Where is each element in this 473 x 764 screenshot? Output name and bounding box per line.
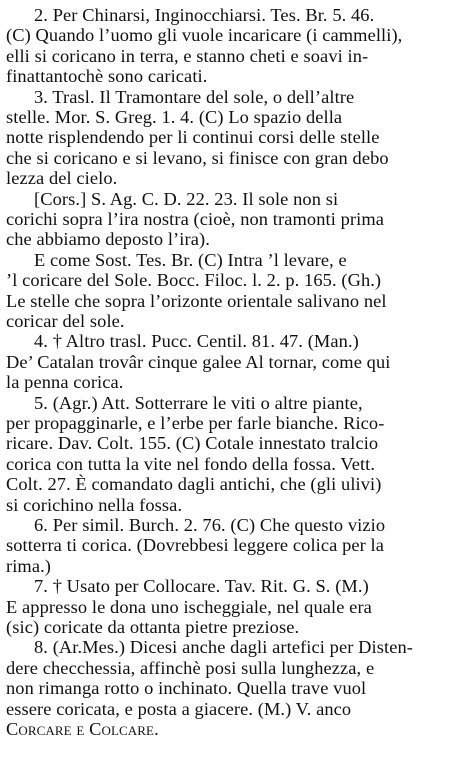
text-line: notte risplendendo per li continui corsi delle stelle bbox=[6, 127, 380, 148]
text-line: 3. Trasl. Il Tramontare del sole, o dell’altre bbox=[34, 86, 355, 107]
text-line: stelle. Mor. S. Greg. 1. 4. (C) Lo spazio della bbox=[6, 107, 343, 127]
text-line: finattantochè sono caricati. bbox=[6, 66, 208, 87]
text-line: Corcare e Colcare. bbox=[6, 719, 159, 739]
text-line: corichi sopra l’ira nostra (cioè, non tramonti prima bbox=[6, 209, 384, 229]
text-line: per propagginarle, e l’erbe per farle bianche. Rico- bbox=[6, 413, 385, 433]
text-line: (sic) coricate da ottanta pietre preziose. bbox=[6, 617, 300, 637]
text-line: essere coricata, e posta a giacere. (M.) V. anco bbox=[6, 698, 352, 719]
text-line: E appresso le dona uno ischeggiale, nel quale era bbox=[6, 596, 372, 617]
text-line: (C) Quando l’uomo gli vuole incaricare (i cammelli), bbox=[6, 25, 403, 46]
text-line: 5. (Agr.) Att. Sotterrare le viti o altre piante, bbox=[34, 392, 363, 413]
text-line: Colt. 27. È comandato dagli antichi, che (gli ulivi) bbox=[6, 474, 382, 495]
text-line: che abbiamo deposto l’ira). bbox=[6, 229, 210, 250]
text-line: 6. Per simil. Burch. 2. 76. (C) Che questo vizio bbox=[34, 515, 386, 535]
text-line: De’ Catalan trovâr cinque galee Al tornar, come qui bbox=[6, 351, 391, 372]
text-line: 7. † Usato per Collocare. Tav. Rit. G. S. (M.) bbox=[34, 576, 369, 597]
text-line: ricare. Dav. Colt. 155. (C) Cotale innestato tralcio bbox=[6, 433, 379, 454]
text-line: [Cors.] S. Ag. C. D. 22. 23. Il sole non si bbox=[34, 188, 339, 209]
text-line: lezza del cielo. bbox=[6, 168, 118, 189]
text-line: E come Sost. Tes. Br. (C) Intra ’l levare, e bbox=[34, 249, 347, 270]
text-line: rima.) bbox=[6, 555, 52, 576]
text-line: la penna corica. bbox=[6, 372, 124, 393]
text-line: dere checchessia, affinchè posi sulla lunghezza, e bbox=[6, 657, 375, 678]
text-line: 2. Per Chinarsi, Inginocchiarsi. Tes. Br. 5. 46. bbox=[34, 5, 375, 25]
text-line: si corichino nella fossa. bbox=[6, 494, 183, 515]
text-line: sotterra ti corica. (Dovrebbesi leggere colica per la bbox=[6, 535, 385, 556]
text-line: Le stelle che sopra l’orizonte orientale salivano nel bbox=[6, 290, 387, 311]
text-line: corica con tutta la vite nel fondo della fossa. Vett. bbox=[6, 453, 376, 474]
text-line: 4. † Altro trasl. Pucc. Centil. 81. 47. (Man.) bbox=[34, 331, 359, 352]
text-line: 8. (Ar.Mes.) Dicesi anche dagli artefici per Disten- bbox=[34, 637, 414, 658]
text-line: che si coricano e si levano, si finisce con gran debo bbox=[6, 147, 389, 168]
text-line: elli si coricano in terra, e stanno cheti e soavi in- bbox=[6, 45, 369, 66]
text-line: ’l coricare del Sole. Bocc. Filoc. l. 2. p. 165. (Gh.) bbox=[6, 270, 382, 291]
text-line: coricar del sole. bbox=[6, 311, 125, 331]
text-line: non rimanga rotto o inchinato. Quella trave vuol bbox=[6, 678, 367, 699]
